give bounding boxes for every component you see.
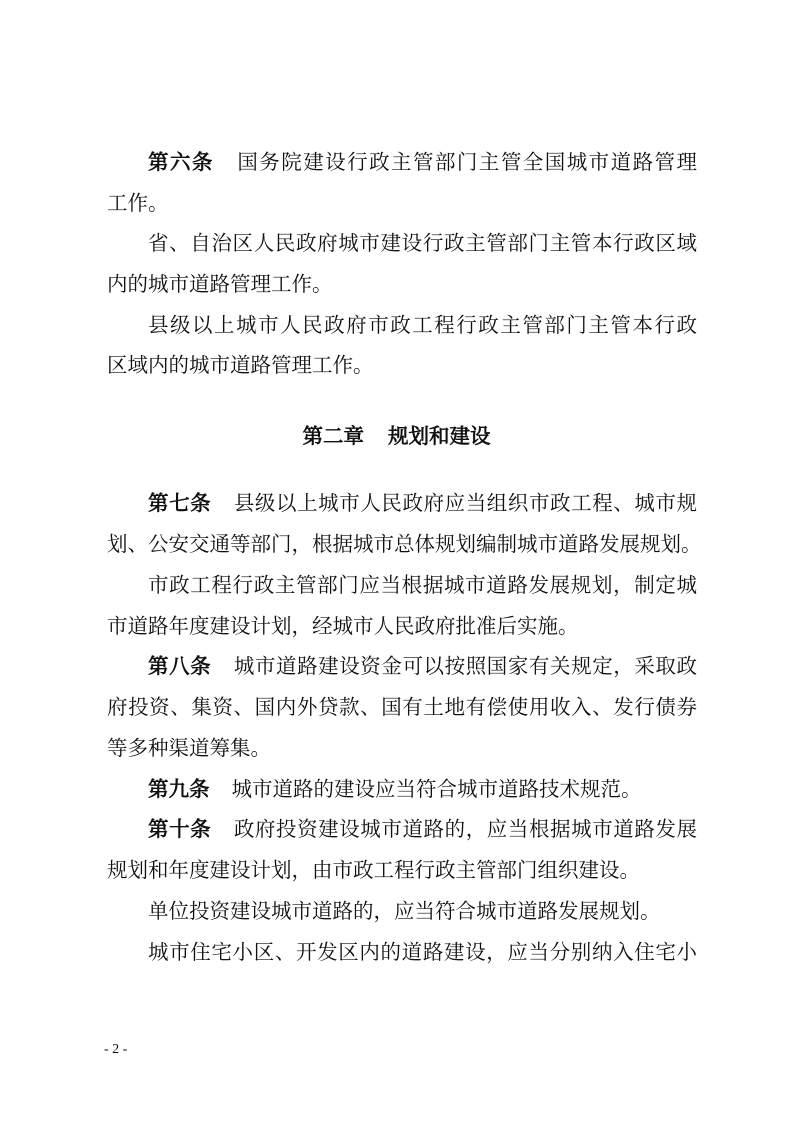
article-6-line-2: 工作。 [107,191,169,215]
article-6-para-3-line-1: 县级以上城市人民政府市政工程行政主管部门主管本行政 [148,313,697,337]
article-6-text: 国务院建设行政主管部门主管全国城市道路管理 [235,150,697,174]
article-6-line-1 [148,148,697,176]
article-7-para-2-line-1: 市政工程行政主管部门应当根据城市道路发展规划，制定城 [148,573,697,597]
article-6-para-2-line-2: 内的城市道路管理工作。 [107,272,333,296]
article-9-line-1 [148,775,697,803]
article-8-line-3: 等多种渠道筹集。 [107,736,271,760]
article-10-label: 第十条 [148,817,212,841]
article-10-para-3-line-1: 城市住宅小区、开发区内的道路建设，应当分别纳入住宅小 [148,940,697,964]
article-8-line-2: 府投资、集资、国内外贷款、国有土地有偿使用收入、发行债券 [107,695,697,719]
article-6-para-2-line-1: 省、自治区人民政府城市建设行政主管部门主管本行政区域 [148,231,697,255]
chapter-number: 第二章 [302,424,364,448]
article-8-line-1 [148,652,697,680]
article-10-line-1 [148,815,697,843]
article-10-text: 政府投资建设城市道路的，应当根据城市道路发展 [233,817,698,841]
article-6-label: 第六条 [148,150,214,174]
page-number: - 2 - [104,1042,128,1057]
article-7-para-2-line-2: 市道路年度建设计划，经城市人民政府批准后实施。 [107,614,579,638]
article-7-label: 第七条 [148,491,212,515]
article-7-line-2: 划、公安交通等部门，根据城市总体规划编制城市道路发展规划。 [107,532,702,556]
chapter-heading [0,422,793,450]
article-10-para-2: 单位投资建设城市道路的，应当符合城市道路发展规划。 [148,899,661,923]
article-7-text: 县级以上城市人民政府应当组织市政工程、城市规 [233,491,698,515]
chapter-title: 规划和建设 [388,424,491,448]
article-7-line-1 [148,489,697,517]
article-10-line-2: 规划和年度建设计划，由市政工程行政主管部门组织建设。 [107,858,640,882]
article-6-para-3-line-2: 区域内的城市道路管理工作。 [107,353,374,377]
article-8-text: 城市道路建设资金可以按照国家有关规定，采取政 [233,654,698,678]
article-9-text: 城市道路的建设应当符合城市道路技术规范。 [231,777,642,801]
article-9-label: 第九条 [148,777,210,801]
article-8-label: 第八条 [148,654,212,678]
